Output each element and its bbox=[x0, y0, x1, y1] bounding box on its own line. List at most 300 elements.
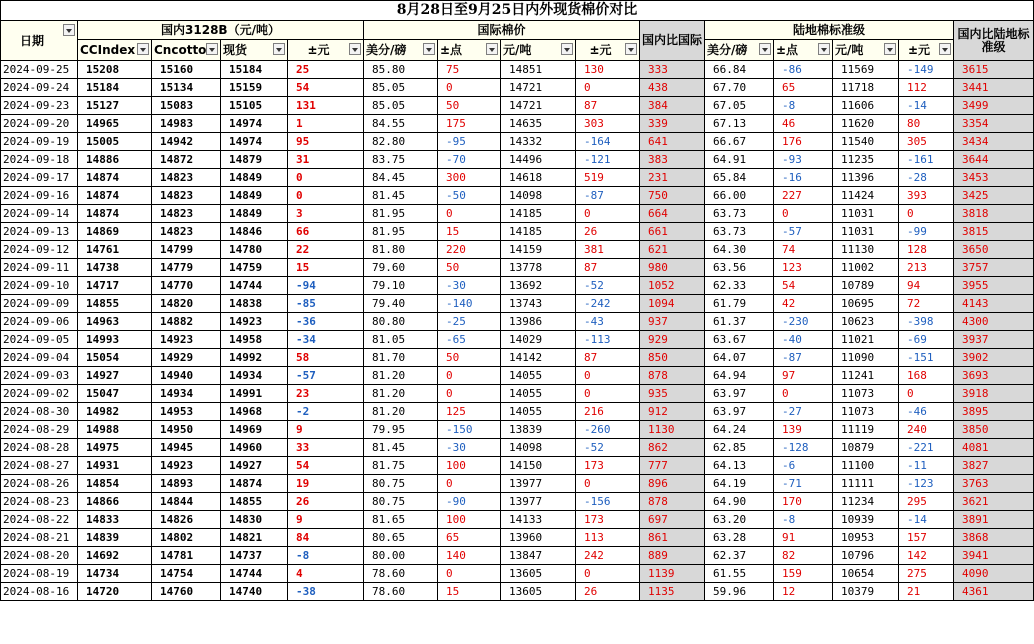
cell-points[interactable]: 75 bbox=[438, 61, 501, 79]
cell-ratio-intl[interactable]: 937 bbox=[640, 313, 705, 331]
cell-ccindex[interactable]: 14965 bbox=[78, 115, 152, 133]
header-ccindex[interactable] bbox=[78, 40, 152, 61]
cell-date[interactable]: 2024-08-28 bbox=[1, 439, 78, 457]
cell-points-land[interactable]: -6 bbox=[774, 457, 833, 475]
cell-change[interactable]: 84 bbox=[288, 529, 364, 547]
header-yuan-ton[interactable] bbox=[501, 40, 576, 61]
cell-spot[interactable]: 14974 bbox=[221, 133, 288, 151]
cell-yuan-ton[interactable]: 13839 bbox=[501, 421, 576, 439]
cell-cents-lb-land[interactable]: 64.91 bbox=[705, 151, 774, 169]
cell-yuan-ton-land[interactable]: 10796 bbox=[833, 547, 899, 565]
cell-yuan-ton-land[interactable]: 11424 bbox=[833, 187, 899, 205]
cell-cents-lb-land[interactable]: 66.84 bbox=[705, 61, 774, 79]
cell-spot[interactable]: 14855 bbox=[221, 493, 288, 511]
cell-change-intl[interactable]: 26 bbox=[576, 583, 640, 601]
cell-change-land[interactable]: 393 bbox=[899, 187, 954, 205]
cell-points[interactable]: 15 bbox=[438, 223, 501, 241]
cell-cents-lb[interactable]: 80.00 bbox=[364, 547, 438, 565]
cell-change-land[interactable]: -151 bbox=[899, 349, 954, 367]
cell-ccindex[interactable]: 14854 bbox=[78, 475, 152, 493]
cell-date[interactable]: 2024-09-18 bbox=[1, 151, 78, 169]
cell-cents-lb-land[interactable]: 63.97 bbox=[705, 403, 774, 421]
header-yuan-ton-land[interactable] bbox=[833, 40, 899, 61]
cell-change[interactable]: 54 bbox=[288, 457, 364, 475]
cell-ccindex[interactable]: 14866 bbox=[78, 493, 152, 511]
cell-cents-lb[interactable]: 80.75 bbox=[364, 493, 438, 511]
cell-yuan-ton-land[interactable]: 10379 bbox=[833, 583, 899, 601]
cell-yuan-ton[interactable]: 14618 bbox=[501, 169, 576, 187]
cell-cents-lb[interactable]: 81.45 bbox=[364, 187, 438, 205]
cell-change[interactable]: 4 bbox=[288, 565, 364, 583]
cell-points[interactable]: 100 bbox=[438, 511, 501, 529]
cell-spot[interactable]: 14874 bbox=[221, 475, 288, 493]
cell-points[interactable]: 65 bbox=[438, 529, 501, 547]
cell-cents-lb-land[interactable]: 66.00 bbox=[705, 187, 774, 205]
cell-cents-lb[interactable]: 81.95 bbox=[364, 223, 438, 241]
cell-cents-lb-land[interactable]: 61.79 bbox=[705, 295, 774, 313]
cell-yuan-ton-land[interactable]: 11569 bbox=[833, 61, 899, 79]
cell-cents-lb[interactable]: 81.70 bbox=[364, 349, 438, 367]
cell-spot[interactable]: 15159 bbox=[221, 79, 288, 97]
cell-cncotto[interactable]: 15160 bbox=[152, 61, 221, 79]
cell-points-land[interactable]: 42 bbox=[774, 295, 833, 313]
filter-icon[interactable] bbox=[63, 24, 75, 36]
cell-points-land[interactable]: -93 bbox=[774, 151, 833, 169]
cell-change-intl[interactable]: -113 bbox=[576, 331, 640, 349]
cell-cents-lb-land[interactable]: 65.84 bbox=[705, 169, 774, 187]
cell-cncotto[interactable]: 14950 bbox=[152, 421, 221, 439]
cell-yuan-ton[interactable]: 14185 bbox=[501, 223, 576, 241]
cell-change[interactable]: 58 bbox=[288, 349, 364, 367]
cell-points[interactable]: 0 bbox=[438, 565, 501, 583]
header-cncotto[interactable] bbox=[152, 40, 221, 61]
filter-icon[interactable] bbox=[273, 43, 285, 55]
cell-points-land[interactable]: -128 bbox=[774, 439, 833, 457]
cell-cents-lb[interactable]: 80.65 bbox=[364, 529, 438, 547]
cell-ratio-intl[interactable]: 889 bbox=[640, 547, 705, 565]
cell-ratio-intl[interactable]: 664 bbox=[640, 205, 705, 223]
cell-cents-lb-land[interactable]: 64.19 bbox=[705, 475, 774, 493]
cell-yuan-ton-land[interactable]: 11130 bbox=[833, 241, 899, 259]
cell-cents-lb[interactable]: 81.05 bbox=[364, 331, 438, 349]
filter-icon[interactable] bbox=[625, 43, 637, 55]
cell-cncotto[interactable]: 14802 bbox=[152, 529, 221, 547]
cell-date[interactable]: 2024-09-25 bbox=[1, 61, 78, 79]
cell-date[interactable]: 2024-09-10 bbox=[1, 277, 78, 295]
cell-change[interactable]: 3 bbox=[288, 205, 364, 223]
cell-yuan-ton[interactable]: 14635 bbox=[501, 115, 576, 133]
cell-cents-lb-land[interactable]: 67.05 bbox=[705, 97, 774, 115]
cell-yuan-ton-land[interactable]: 10953 bbox=[833, 529, 899, 547]
cell-change-intl[interactable]: -242 bbox=[576, 295, 640, 313]
cell-ratio-land[interactable]: 3955 bbox=[954, 277, 1034, 295]
cell-change[interactable]: 19 bbox=[288, 475, 364, 493]
cell-ratio-land[interactable]: 3918 bbox=[954, 385, 1034, 403]
cell-cncotto[interactable]: 14923 bbox=[152, 331, 221, 349]
cell-change[interactable]: 0 bbox=[288, 187, 364, 205]
cell-ratio-land[interactable]: 4361 bbox=[954, 583, 1034, 601]
cell-yuan-ton-land[interactable]: 11073 bbox=[833, 385, 899, 403]
header-change-land[interactable] bbox=[899, 40, 954, 61]
cell-cents-lb-land[interactable]: 64.13 bbox=[705, 457, 774, 475]
cell-points[interactable]: 300 bbox=[438, 169, 501, 187]
cell-ratio-land[interactable]: 4143 bbox=[954, 295, 1034, 313]
cell-cents-lb[interactable]: 78.60 bbox=[364, 565, 438, 583]
cell-points-land[interactable]: 65 bbox=[774, 79, 833, 97]
header-spot[interactable] bbox=[221, 40, 288, 61]
cell-change-land[interactable]: 295 bbox=[899, 493, 954, 511]
cell-yuan-ton[interactable]: 13743 bbox=[501, 295, 576, 313]
cell-ratio-land[interactable]: 3354 bbox=[954, 115, 1034, 133]
cell-change[interactable]: 9 bbox=[288, 511, 364, 529]
cell-cents-lb[interactable]: 81.65 bbox=[364, 511, 438, 529]
filter-icon[interactable] bbox=[349, 43, 361, 55]
cell-ratio-land[interactable]: 3850 bbox=[954, 421, 1034, 439]
cell-date[interactable]: 2024-08-30 bbox=[1, 403, 78, 421]
cell-date[interactable]: 2024-08-27 bbox=[1, 457, 78, 475]
cell-yuan-ton[interactable]: 14721 bbox=[501, 79, 576, 97]
cell-ccindex[interactable]: 14692 bbox=[78, 547, 152, 565]
cell-cents-lb[interactable]: 81.45 bbox=[364, 439, 438, 457]
cell-yuan-ton-land[interactable]: 11235 bbox=[833, 151, 899, 169]
cell-ratio-land[interactable]: 3868 bbox=[954, 529, 1034, 547]
cell-date[interactable]: 2024-09-03 bbox=[1, 367, 78, 385]
cell-points-land[interactable]: 46 bbox=[774, 115, 833, 133]
cell-ratio-land[interactable]: 3425 bbox=[954, 187, 1034, 205]
cell-cncotto[interactable]: 14872 bbox=[152, 151, 221, 169]
cell-yuan-ton[interactable]: 14055 bbox=[501, 385, 576, 403]
cell-cents-lb[interactable]: 85.05 bbox=[364, 97, 438, 115]
cell-points[interactable]: 0 bbox=[438, 475, 501, 493]
cell-cents-lb[interactable]: 84.45 bbox=[364, 169, 438, 187]
cell-ratio-intl[interactable]: 1139 bbox=[640, 565, 705, 583]
cell-ratio-land[interactable]: 3644 bbox=[954, 151, 1034, 169]
cell-spot[interactable]: 14830 bbox=[221, 511, 288, 529]
cell-change-intl[interactable]: 87 bbox=[576, 259, 640, 277]
cell-points[interactable]: 15 bbox=[438, 583, 501, 601]
cell-ratio-land[interactable]: 3891 bbox=[954, 511, 1034, 529]
cell-change[interactable]: -8 bbox=[288, 547, 364, 565]
cell-cents-lb-land[interactable]: 63.20 bbox=[705, 511, 774, 529]
cell-cncotto[interactable]: 14953 bbox=[152, 403, 221, 421]
cell-cents-lb-land[interactable]: 64.94 bbox=[705, 367, 774, 385]
cell-date[interactable]: 2024-08-26 bbox=[1, 475, 78, 493]
cell-points-land[interactable]: -71 bbox=[774, 475, 833, 493]
cell-spot[interactable]: 14991 bbox=[221, 385, 288, 403]
cell-yuan-ton[interactable]: 14332 bbox=[501, 133, 576, 151]
cell-ccindex[interactable]: 14988 bbox=[78, 421, 152, 439]
cell-points-land[interactable]: 139 bbox=[774, 421, 833, 439]
cell-ratio-land[interactable]: 3441 bbox=[954, 79, 1034, 97]
cell-cncotto[interactable]: 14983 bbox=[152, 115, 221, 133]
cell-yuan-ton-land[interactable]: 11111 bbox=[833, 475, 899, 493]
cell-yuan-ton[interactable]: 14098 bbox=[501, 439, 576, 457]
cell-points-land[interactable]: 176 bbox=[774, 133, 833, 151]
cell-ratio-intl[interactable]: 438 bbox=[640, 79, 705, 97]
cell-points-land[interactable]: -8 bbox=[774, 97, 833, 115]
cell-cents-lb-land[interactable]: 66.67 bbox=[705, 133, 774, 151]
cell-spot[interactable]: 14737 bbox=[221, 547, 288, 565]
cell-points[interactable]: 0 bbox=[438, 205, 501, 223]
cell-spot[interactable]: 14849 bbox=[221, 169, 288, 187]
cell-yuan-ton-land[interactable]: 11002 bbox=[833, 259, 899, 277]
cell-change-land[interactable]: 157 bbox=[899, 529, 954, 547]
cell-yuan-ton-land[interactable]: 10654 bbox=[833, 565, 899, 583]
cell-yuan-ton-land[interactable]: 10939 bbox=[833, 511, 899, 529]
cell-yuan-ton-land[interactable]: 11119 bbox=[833, 421, 899, 439]
cell-cents-lb-land[interactable]: 63.73 bbox=[705, 205, 774, 223]
cell-ratio-intl[interactable]: 641 bbox=[640, 133, 705, 151]
cell-cents-lb-land[interactable]: 63.67 bbox=[705, 331, 774, 349]
cell-ratio-intl[interactable]: 862 bbox=[640, 439, 705, 457]
cell-ratio-intl[interactable]: 980 bbox=[640, 259, 705, 277]
cell-yuan-ton-land[interactable]: 11718 bbox=[833, 79, 899, 97]
cell-points[interactable]: 0 bbox=[438, 385, 501, 403]
cell-ccindex[interactable]: 14927 bbox=[78, 367, 152, 385]
cell-points-land[interactable]: 159 bbox=[774, 565, 833, 583]
cell-ccindex[interactable]: 14855 bbox=[78, 295, 152, 313]
cell-points-land[interactable]: -16 bbox=[774, 169, 833, 187]
cell-points-land[interactable]: 54 bbox=[774, 277, 833, 295]
cell-change[interactable]: -2 bbox=[288, 403, 364, 421]
filter-icon[interactable] bbox=[759, 43, 771, 55]
cell-spot[interactable]: 15184 bbox=[221, 61, 288, 79]
cell-ccindex[interactable]: 15208 bbox=[78, 61, 152, 79]
cell-ccindex[interactable]: 15047 bbox=[78, 385, 152, 403]
cell-change-land[interactable]: -14 bbox=[899, 97, 954, 115]
cell-change[interactable]: 22 bbox=[288, 241, 364, 259]
cell-change[interactable]: 0 bbox=[288, 169, 364, 187]
cell-cents-lb-land[interactable]: 59.96 bbox=[705, 583, 774, 601]
cell-cncotto[interactable]: 14779 bbox=[152, 259, 221, 277]
cell-date[interactable]: 2024-09-09 bbox=[1, 295, 78, 313]
cell-change-land[interactable]: 128 bbox=[899, 241, 954, 259]
cell-cncotto[interactable]: 14826 bbox=[152, 511, 221, 529]
cell-spot[interactable]: 14969 bbox=[221, 421, 288, 439]
cell-cents-lb[interactable]: 81.95 bbox=[364, 205, 438, 223]
cell-yuan-ton-land[interactable]: 11606 bbox=[833, 97, 899, 115]
cell-points-land[interactable]: 123 bbox=[774, 259, 833, 277]
cell-points-land[interactable]: -27 bbox=[774, 403, 833, 421]
filter-icon[interactable] bbox=[486, 43, 498, 55]
cell-change-land[interactable]: -221 bbox=[899, 439, 954, 457]
cell-date[interactable]: 2024-08-21 bbox=[1, 529, 78, 547]
cell-ratio-intl[interactable]: 896 bbox=[640, 475, 705, 493]
cell-cents-lb[interactable]: 81.20 bbox=[364, 403, 438, 421]
cell-yuan-ton[interactable]: 14851 bbox=[501, 61, 576, 79]
cell-cents-lb[interactable]: 79.60 bbox=[364, 259, 438, 277]
cell-ratio-land[interactable]: 3615 bbox=[954, 61, 1034, 79]
cell-change-land[interactable]: 21 bbox=[899, 583, 954, 601]
cell-points[interactable]: 50 bbox=[438, 259, 501, 277]
cell-ratio-land[interactable]: 3815 bbox=[954, 223, 1034, 241]
cell-date[interactable]: 2024-09-17 bbox=[1, 169, 78, 187]
cell-spot[interactable]: 14846 bbox=[221, 223, 288, 241]
cell-change-land[interactable]: -149 bbox=[899, 61, 954, 79]
cell-cncotto[interactable]: 14770 bbox=[152, 277, 221, 295]
cell-cents-lb-land[interactable]: 62.33 bbox=[705, 277, 774, 295]
cell-spot[interactable]: 14838 bbox=[221, 295, 288, 313]
cell-cncotto[interactable]: 14844 bbox=[152, 493, 221, 511]
cell-cncotto[interactable]: 14823 bbox=[152, 187, 221, 205]
cell-cncotto[interactable]: 14923 bbox=[152, 457, 221, 475]
cell-spot[interactable]: 14934 bbox=[221, 367, 288, 385]
filter-icon[interactable] bbox=[206, 43, 218, 55]
cell-yuan-ton-land[interactable]: 11540 bbox=[833, 133, 899, 151]
cell-spot[interactable]: 14744 bbox=[221, 277, 288, 295]
cell-date[interactable]: 2024-09-12 bbox=[1, 241, 78, 259]
cell-cents-lb-land[interactable]: 61.37 bbox=[705, 313, 774, 331]
cell-cents-lb-land[interactable]: 67.70 bbox=[705, 79, 774, 97]
cell-yuan-ton[interactable]: 13977 bbox=[501, 493, 576, 511]
cell-change-intl[interactable]: -121 bbox=[576, 151, 640, 169]
cell-cncotto[interactable]: 14882 bbox=[152, 313, 221, 331]
cell-change-intl[interactable]: 0 bbox=[576, 79, 640, 97]
cell-change-intl[interactable]: 216 bbox=[576, 403, 640, 421]
cell-cents-lb[interactable]: 78.60 bbox=[364, 583, 438, 601]
cell-date[interactable]: 2024-09-05 bbox=[1, 331, 78, 349]
filter-icon[interactable] bbox=[561, 43, 573, 55]
cell-points[interactable]: -25 bbox=[438, 313, 501, 331]
cell-change-intl[interactable]: 242 bbox=[576, 547, 640, 565]
cell-cents-lb[interactable]: 79.95 bbox=[364, 421, 438, 439]
cell-change-land[interactable]: 112 bbox=[899, 79, 954, 97]
cell-cents-lb-land[interactable]: 62.37 bbox=[705, 547, 774, 565]
cell-date[interactable]: 2024-09-16 bbox=[1, 187, 78, 205]
cell-change-intl[interactable]: 0 bbox=[576, 475, 640, 493]
cell-yuan-ton[interactable]: 14159 bbox=[501, 241, 576, 259]
cell-change[interactable]: 15 bbox=[288, 259, 364, 277]
cell-ratio-land[interactable]: 3818 bbox=[954, 205, 1034, 223]
cell-yuan-ton[interactable]: 14150 bbox=[501, 457, 576, 475]
cell-ccindex[interactable]: 14839 bbox=[78, 529, 152, 547]
cell-change-intl[interactable]: 26 bbox=[576, 223, 640, 241]
cell-change-intl[interactable]: -52 bbox=[576, 439, 640, 457]
cell-cncotto[interactable]: 14760 bbox=[152, 583, 221, 601]
cell-yuan-ton-land[interactable]: 10789 bbox=[833, 277, 899, 295]
cell-ccindex[interactable]: 14720 bbox=[78, 583, 152, 601]
cell-points-land[interactable]: 227 bbox=[774, 187, 833, 205]
cell-points-land[interactable]: 91 bbox=[774, 529, 833, 547]
cell-cncotto[interactable]: 14754 bbox=[152, 565, 221, 583]
cell-points[interactable]: -50 bbox=[438, 187, 501, 205]
filter-icon[interactable] bbox=[818, 43, 830, 55]
cell-change-land[interactable]: 275 bbox=[899, 565, 954, 583]
cell-yuan-ton[interactable]: 13977 bbox=[501, 475, 576, 493]
cell-yuan-ton-land[interactable]: 11100 bbox=[833, 457, 899, 475]
cell-change-land[interactable]: 94 bbox=[899, 277, 954, 295]
cell-change[interactable]: 33 bbox=[288, 439, 364, 457]
cell-spot[interactable]: 14780 bbox=[221, 241, 288, 259]
cell-yuan-ton[interactable]: 13605 bbox=[501, 583, 576, 601]
cell-cncotto[interactable]: 14893 bbox=[152, 475, 221, 493]
cell-points-land[interactable]: 12 bbox=[774, 583, 833, 601]
cell-ccindex[interactable]: 14734 bbox=[78, 565, 152, 583]
cell-cents-lb-land[interactable]: 61.55 bbox=[705, 565, 774, 583]
cell-cents-lb[interactable]: 83.75 bbox=[364, 151, 438, 169]
cell-date[interactable]: 2024-09-02 bbox=[1, 385, 78, 403]
cell-ratio-intl[interactable]: 878 bbox=[640, 493, 705, 511]
cell-yuan-ton-land[interactable]: 11031 bbox=[833, 223, 899, 241]
cell-points[interactable]: -150 bbox=[438, 421, 501, 439]
cell-change-land[interactable]: 213 bbox=[899, 259, 954, 277]
cell-ratio-land[interactable]: 3434 bbox=[954, 133, 1034, 151]
cell-ratio-land[interactable]: 3499 bbox=[954, 97, 1034, 115]
cell-ratio-land[interactable]: 3757 bbox=[954, 259, 1034, 277]
cell-change-land[interactable]: -398 bbox=[899, 313, 954, 331]
cell-ccindex[interactable]: 14993 bbox=[78, 331, 152, 349]
cell-yuan-ton-land[interactable]: 10879 bbox=[833, 439, 899, 457]
cell-spot[interactable]: 14849 bbox=[221, 205, 288, 223]
cell-ratio-intl[interactable]: 935 bbox=[640, 385, 705, 403]
cell-ratio-land[interactable]: 4081 bbox=[954, 439, 1034, 457]
cell-cncotto[interactable]: 14945 bbox=[152, 439, 221, 457]
cell-cents-lb[interactable]: 81.75 bbox=[364, 457, 438, 475]
cell-yuan-ton[interactable]: 14142 bbox=[501, 349, 576, 367]
cell-ratio-intl[interactable]: 333 bbox=[640, 61, 705, 79]
cell-change[interactable]: -85 bbox=[288, 295, 364, 313]
cell-date[interactable]: 2024-09-23 bbox=[1, 97, 78, 115]
cell-change[interactable]: -57 bbox=[288, 367, 364, 385]
cell-ratio-land[interactable]: 4300 bbox=[954, 313, 1034, 331]
cell-ratio-intl[interactable]: 1094 bbox=[640, 295, 705, 313]
cell-cncotto[interactable]: 14823 bbox=[152, 205, 221, 223]
cell-change-intl[interactable]: 0 bbox=[576, 385, 640, 403]
cell-yuan-ton-land[interactable]: 11021 bbox=[833, 331, 899, 349]
cell-yuan-ton[interactable]: 13986 bbox=[501, 313, 576, 331]
cell-points-land[interactable]: 82 bbox=[774, 547, 833, 565]
cell-ratio-land[interactable]: 4090 bbox=[954, 565, 1034, 583]
cell-date[interactable]: 2024-08-16 bbox=[1, 583, 78, 601]
cell-date[interactable]: 2024-09-11 bbox=[1, 259, 78, 277]
cell-ratio-land[interactable]: 3937 bbox=[954, 331, 1034, 349]
cell-yuan-ton-land[interactable]: 11241 bbox=[833, 367, 899, 385]
cell-cents-lb[interactable]: 80.80 bbox=[364, 313, 438, 331]
cell-ratio-intl[interactable]: 384 bbox=[640, 97, 705, 115]
cell-ccindex[interactable]: 14975 bbox=[78, 439, 152, 457]
cell-cents-lb[interactable]: 82.80 bbox=[364, 133, 438, 151]
cell-spot[interactable]: 14992 bbox=[221, 349, 288, 367]
header-change-intl[interactable] bbox=[576, 40, 640, 61]
cell-ccindex[interactable]: 14717 bbox=[78, 277, 152, 295]
cell-yuan-ton-land[interactable]: 11234 bbox=[833, 493, 899, 511]
cell-ccindex[interactable]: 14874 bbox=[78, 187, 152, 205]
cell-date[interactable]: 2024-08-22 bbox=[1, 511, 78, 529]
cell-spot[interactable]: 14740 bbox=[221, 583, 288, 601]
cell-change-intl[interactable]: -87 bbox=[576, 187, 640, 205]
cell-change-land[interactable]: 0 bbox=[899, 385, 954, 403]
cell-change[interactable]: 23 bbox=[288, 385, 364, 403]
cell-cents-lb[interactable]: 85.80 bbox=[364, 61, 438, 79]
cell-ccindex[interactable]: 14869 bbox=[78, 223, 152, 241]
cell-change[interactable]: 95 bbox=[288, 133, 364, 151]
cell-points[interactable]: -140 bbox=[438, 295, 501, 313]
cell-cents-lb[interactable]: 81.80 bbox=[364, 241, 438, 259]
cell-date[interactable]: 2024-08-29 bbox=[1, 421, 78, 439]
cell-ratio-land[interactable]: 3902 bbox=[954, 349, 1034, 367]
cell-change[interactable]: 1 bbox=[288, 115, 364, 133]
cell-ratio-intl[interactable]: 231 bbox=[640, 169, 705, 187]
cell-date[interactable]: 2024-09-20 bbox=[1, 115, 78, 133]
cell-points[interactable]: 220 bbox=[438, 241, 501, 259]
cell-points[interactable]: -30 bbox=[438, 277, 501, 295]
cell-cncotto[interactable]: 14929 bbox=[152, 349, 221, 367]
cell-points[interactable]: -70 bbox=[438, 151, 501, 169]
cell-change[interactable]: -94 bbox=[288, 277, 364, 295]
cell-change-intl[interactable]: 173 bbox=[576, 511, 640, 529]
cell-points[interactable]: 175 bbox=[438, 115, 501, 133]
cell-points[interactable]: -95 bbox=[438, 133, 501, 151]
